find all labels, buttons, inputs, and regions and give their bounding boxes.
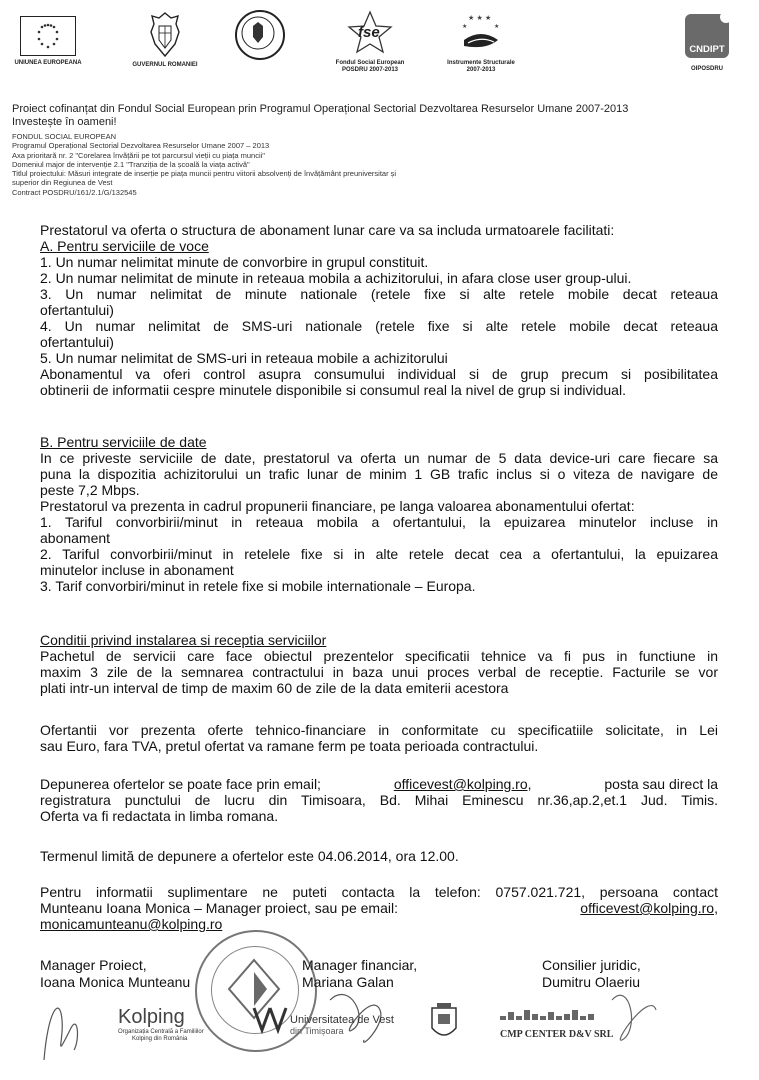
- program-info-line: Axa prioritară nr. 2 "Corelarea învățării pe tot parcursul vieții cu piața muncii": [12, 150, 265, 160]
- offers-1: Ofertantii vor prezenta oferte tehnico-financiare in conformitate cu specificatiile solicitate, in Lei: [40, 722, 718, 738]
- kolping-name: Kolping: [118, 1006, 185, 1028]
- contact-line-2: [40, 900, 718, 916]
- cmp-name: CMP CENTER D&V SRL: [500, 1029, 614, 1040]
- contact-email-link-2[interactable]: monicamunteanu@kolping.ro: [40, 916, 223, 932]
- structural-instruments-icon: [456, 10, 506, 56]
- program-info-line: superior din Regiunea de Vest: [12, 178, 113, 188]
- submission-part-1: Depunerea ofertelor se poate face prin email;: [40, 776, 321, 792]
- a-item-4: 4. Un numar nelimitat de SMS-uri nationale (retele fixe si alte retele mobile decat reteaua: [40, 318, 718, 334]
- svg-text:★: ★: [494, 23, 500, 30]
- fse-caption-2: POSDRU 2007-2013: [341, 67, 399, 73]
- b-item-2: 2. Tariful convorbirii/minut in retelele fixe si in alte retele decat cea a ofertantului, la epuizarea: [40, 546, 718, 562]
- project-statement: [12, 103, 628, 129]
- program-info-line: FONDUL SOCIAL EUROPEAN: [12, 132, 117, 141]
- project-line-2: Investește în oameni!: [12, 116, 117, 128]
- kolping-sub-1: Organizația Centrală a Familiilor: [118, 1029, 204, 1035]
- a-item-5: 5. Un numar nelimitat de SMS-uri in reteaua mobile a achizitorului: [40, 350, 448, 366]
- program-info: [12, 132, 396, 197]
- section-a-title: A. Pentru serviciile de voce: [40, 238, 209, 254]
- program-info-line: Programul Operațional Sectorial Dezvoltarea Resurselor Umane 2007 – 2013: [12, 141, 270, 151]
- body-section-b: [40, 434, 718, 594]
- b-para-1: In ce priveste serviciile de date, prestatorul va oferta un numar de 5 data device-uri care fiecare sa: [40, 450, 718, 466]
- b-para-3: peste 7,2 Mbps.: [40, 482, 140, 498]
- conditions-2: maxim 3 zile de la semnarea contractului in baza unui proces verbal de receptie. Facturile se vor: [40, 664, 718, 680]
- uvt-name: Universitatea de Vest: [290, 1014, 394, 1026]
- eu-logo: [8, 10, 88, 67]
- timisoara-crest-logo: [428, 1000, 460, 1049]
- contact-email-link[interactable]: officevest@kolping.ro,: [580, 900, 718, 916]
- cmp-center-logo: [500, 1008, 613, 1040]
- body-deadline: [40, 848, 718, 864]
- offers-2: sau Euro, fara TVA, pretul ofertat va ramane ferm pe toata perioada contractului.: [40, 738, 539, 754]
- body-submission: [40, 776, 718, 824]
- a-item-1: 1. Un numar nelimitat minute de convorbire in grupul constituit.: [40, 254, 429, 270]
- submission-line-3: Oferta va fi redactata in limba romana.: [40, 808, 279, 824]
- contact-line-2-text: Munteanu Ioana Monica – Manager proiect, sau pe email:: [40, 900, 398, 916]
- kolping-logo: [118, 1006, 204, 1043]
- a-note-1: Abonamentul va oferi control asupra consumului individual si de grup precum si posibilitatea: [40, 366, 718, 382]
- submission-line-1: [40, 776, 718, 792]
- cndipt-logo: [672, 10, 742, 73]
- signature-legal-advisor: [542, 957, 641, 991]
- si-caption-2: 2007-2013: [466, 67, 496, 73]
- government-logo: [120, 10, 210, 69]
- body-section-a: [40, 222, 718, 398]
- eu-caption: UNIUNEA EUROPEANA: [14, 60, 82, 66]
- conditions-3: plati intr-un interval de timp de maxim 60 de zile de la data emiterii acestora: [40, 680, 509, 696]
- signature-project-manager: [40, 957, 190, 991]
- structural-instruments-logo: [436, 10, 526, 74]
- contact-line-1: Pentru informatii suplimentare ne puteti contacta la telefon: 0757.021.721, persoana contact: [40, 884, 718, 900]
- signature-title: Manager financiar,: [302, 957, 418, 973]
- a-item-3-cont: ofertantului): [40, 302, 114, 318]
- eu-flag-icon: [20, 16, 76, 56]
- cmp-pattern-icon: [500, 1008, 610, 1022]
- a-note-2: obtinerii de informatii cespre minutele disponibile si consumul real la nivel de grup si individual.: [40, 382, 626, 398]
- fse-caption-1: Fondul Social European: [335, 60, 405, 66]
- b-item-2-cont: minutelor incluse in abonament: [40, 562, 234, 578]
- fse-text: fse: [358, 24, 380, 41]
- b-item-1: 1. Tariful convorbirii/minut in reteaua mobila a ofertantului, la epuizarea minutelor incluse in: [40, 514, 718, 530]
- body-conditions: [40, 632, 718, 696]
- ministry-logo: [232, 10, 288, 60]
- fse-logo: [320, 10, 420, 74]
- b-intro-2: Prestatorul va prezenta in cadrul propunerii financiare, pe langa valoarea abonamentului ofertat:: [40, 498, 635, 514]
- project-line-1: Proiect cofinanțat din Fondul Social European prin Programul Operațional Sectorial Dezvoltarea Resurselor Umane 2007-2013: [12, 103, 629, 115]
- submission-email-link[interactable]: officevest@kolping.ro,: [393, 776, 532, 792]
- svg-text:★ ★ ★: ★ ★ ★: [468, 14, 492, 22]
- signature-title: Consilier juridic,: [542, 957, 641, 973]
- timisoara-crest-icon: [428, 1000, 460, 1044]
- a-item-2: 2. Un numar nelimitat de minute in reteaua mobila a achizitorului, in afara close user group-ului.: [40, 270, 632, 286]
- signature-financial-manager: [302, 957, 417, 991]
- svg-text:★: ★: [462, 23, 468, 30]
- program-info-line: Contract POSDRU/161/2.1/G/132545: [12, 187, 137, 197]
- conditions-1: Pachetul de servicii care face obiectul prezentelor specificatii tehnice va fi pus in functiune in: [40, 648, 718, 664]
- body-offers: [40, 722, 718, 754]
- body-contact: [40, 884, 718, 932]
- kolping-sub-2: Kolping din România: [132, 1036, 188, 1042]
- header-logos: [8, 10, 753, 90]
- signature-name: Mariana Galan: [302, 974, 394, 990]
- si-caption-1: Instrumente Structurale: [447, 60, 515, 66]
- section-b-title: B. Pentru serviciile de date: [40, 434, 207, 450]
- uvt-sub: din Timișoara: [290, 1026, 344, 1036]
- cndipt-text: CNDIPT: [689, 44, 725, 55]
- b-item-1-cont: abonament: [40, 530, 111, 546]
- cndipt-icon: [685, 14, 729, 58]
- ministry-seal-icon: [235, 10, 285, 60]
- submission-line-2: registratura punctului de lucru din Timisoara, Bd. Mihai Eminescu nr.36,ap.2,et.1 Jud. Timis.: [40, 792, 718, 808]
- a-item-4-cont: ofertantului): [40, 334, 114, 350]
- signature-name: Ioana Monica Munteanu: [40, 974, 191, 990]
- a-item-3: 3. Un numar nelimitat de minute nationale (retele fixe si alte retele mobile decat reteaua: [40, 286, 718, 302]
- cndipt-caption: OIPOSDRU: [690, 66, 723, 72]
- fse-star-icon: [345, 10, 395, 56]
- b-para-2: puna la dispozitia achizitorului un trafic lunar de minim 1 GB trafic inclus si o viteza de navigare de: [40, 466, 718, 482]
- program-info-line: Domeniul major de intervenție 2.1 "Tranziția de la școală la viața activă": [12, 159, 250, 169]
- deadline-text: Termenul limită de depunere a ofertelor este 04.06.2014, ora 12.00.: [40, 848, 459, 864]
- uvt-emblem-icon: [252, 1004, 288, 1034]
- b-item-3: 3. Tarif convorbiri/minut in retele fixe si mobile internationale – Europa.: [40, 578, 476, 594]
- signature-title: Manager Proiect,: [40, 957, 147, 973]
- romania-crest-icon: [145, 10, 185, 58]
- signature-name: Dumitru Olaeriu: [542, 974, 641, 990]
- submission-part-2: posta sau direct la: [604, 776, 718, 792]
- intro-text: Prestatorul va oferta o structura de abonament lunar care va sa includa urmatoarele facilitati:: [40, 222, 615, 238]
- conditions-title: Conditii privind instalarea si receptia serviciilor: [40, 632, 327, 648]
- program-info-line: Titlul proiectului: Măsuri integrate de inserție pe piața muncii pentru viitorii absolvenți de învățământ preuniversitar și: [12, 169, 397, 179]
- government-caption: GUVERNUL ROMANIEI: [132, 62, 198, 68]
